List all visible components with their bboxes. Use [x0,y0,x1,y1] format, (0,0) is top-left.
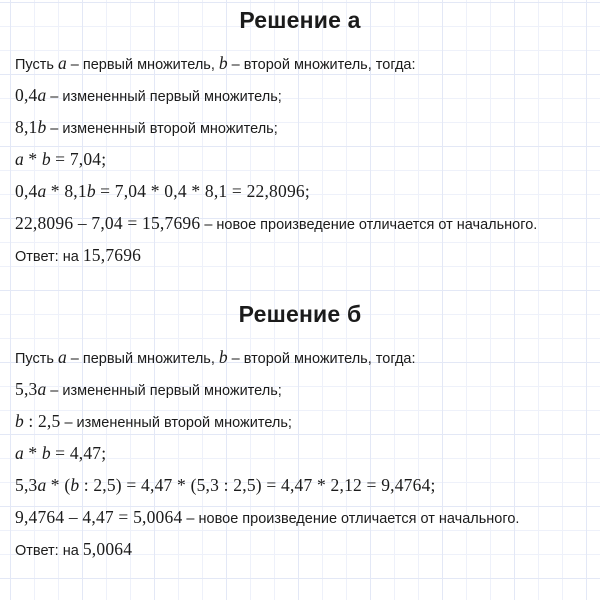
solution-line [15,117,278,139]
solution-line [15,379,282,401]
math-run: 5,0064 [82,539,133,559]
solution-line [15,347,416,369]
math-variable: a [37,85,47,105]
math-variable: a [57,347,67,367]
math-variable: b [41,443,51,463]
math-run: * [23,149,42,169]
math-run: 5,3 [15,379,38,399]
math-run: : 2,5 [23,411,61,431]
math-run: * [23,443,42,463]
prose-run: – второй множитель, тогда: [227,57,416,73]
math-variable: a [37,379,47,399]
solution-line [15,539,132,561]
math-run: 5,3 [15,475,38,495]
solution-line [15,245,141,267]
math-variable: b [218,53,228,73]
prose-run: – измененный второй множитель; [60,415,292,431]
solution-line [15,507,519,529]
prose-run: Пусть [15,57,58,73]
solution-line [15,53,416,75]
prose-run: – измененный первый множитель; [46,383,282,399]
prose-run: Ответ: на [15,543,83,559]
prose-run: – измененный второй множитель; [46,121,278,137]
math-variable: b [218,347,228,367]
math-run: 0,4 [15,85,38,105]
math-run: 9,4764 – 4,47 = 5,0064 [15,507,183,527]
prose-run: – первый множитель, [66,351,219,367]
prose-run: Ответ: на [15,249,83,265]
math-run: : 2,5) = 4,47 * (5,3 : 2,5) = 4,47 * 2,12 = 9,4764; [79,475,436,495]
math-variable: a [15,149,24,169]
math-run: 15,7696 [82,245,142,265]
math-run: * ( [46,475,71,495]
math-variable: a [57,53,67,73]
math-variable: b [15,411,24,431]
math-run: 0,4 [15,181,38,201]
math-variable: b [37,117,47,137]
math-run: = 4,47; [50,443,107,463]
prose-run: – второй множитель, тогда: [227,351,416,367]
solution-line [15,149,106,171]
solution-line [15,85,282,107]
solution-line [15,411,292,433]
solution-line [15,181,310,203]
prose-run: – новое произведение отличается от начального. [200,217,538,233]
section-title-a: Решение а [239,7,361,33]
math-run: * 8,1 [46,181,87,201]
section-title-b: Решение б [238,301,362,327]
solution-line [15,443,106,465]
math-variable: b [41,149,51,169]
solution-line [15,213,537,235]
math-variable: a [37,181,47,201]
math-run: = 7,04; [50,149,107,169]
prose-run: – измененный первый множитель; [46,89,282,105]
math-variable: a [37,475,47,495]
math-variable: b [86,181,96,201]
solution-line [15,475,436,497]
math-run: = 7,04 * 0,4 * 8,1 = 22,8096; [95,181,310,201]
math-variable: a [15,443,24,463]
math-variable: b [70,475,80,495]
prose-run: Пусть [15,351,58,367]
prose-run: – новое произведение отличается от начального. [182,511,520,527]
math-run: 22,8096 – 7,04 = 15,7696 [15,213,201,233]
math-run: 8,1 [15,117,38,137]
prose-run: – первый множитель, [66,57,219,73]
